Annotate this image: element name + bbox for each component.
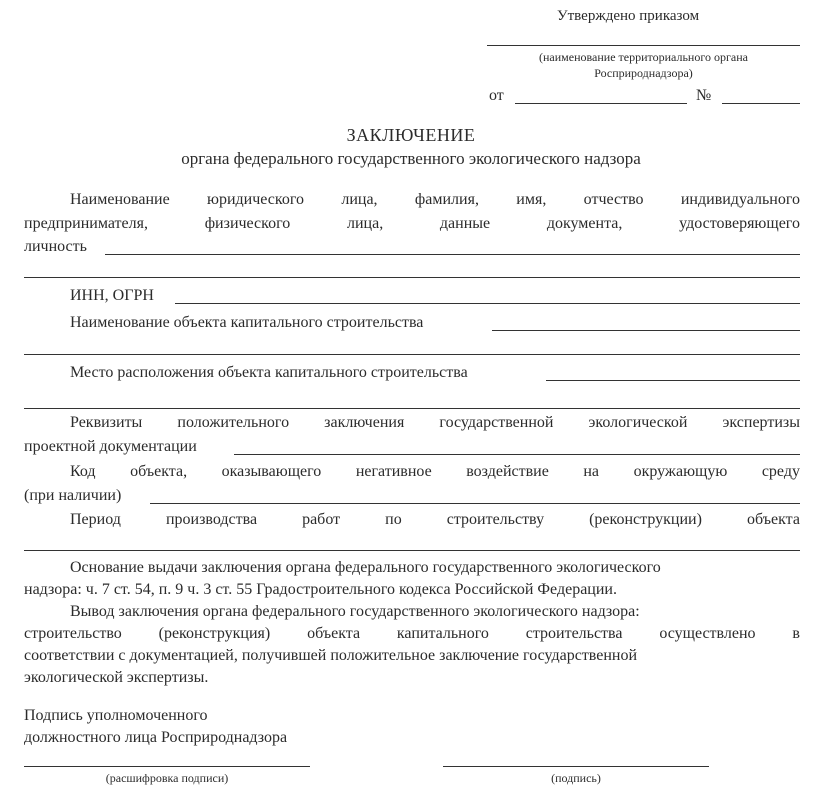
object-name-field[interactable]	[492, 330, 800, 331]
conclusion-line4: экологической экспертизы.	[24, 669, 209, 686]
word: капитального	[396, 625, 489, 642]
decoding-field[interactable]	[24, 766, 310, 767]
word: воздействие	[466, 463, 549, 480]
object-name-field-continued[interactable]	[24, 354, 800, 355]
applicant-field-continued[interactable]	[24, 277, 800, 278]
word: Наименование	[70, 191, 170, 208]
word: экспертизы	[722, 414, 800, 431]
word: заключения	[324, 414, 405, 431]
word: индивидуального	[680, 191, 800, 208]
word: юридического	[207, 191, 305, 208]
word: отчество	[583, 191, 644, 208]
number-field[interactable]	[722, 103, 800, 104]
word: фамилия,	[414, 191, 479, 208]
word: строительству	[446, 511, 545, 528]
signature-field[interactable]	[443, 766, 709, 767]
date-field[interactable]	[515, 103, 687, 104]
expertise-line2-label: проектной документации	[24, 438, 197, 455]
conclusion-line1: Вывод заключения органа федерального государственного экологического надзора:	[70, 603, 640, 620]
approved-label: Утверждено приказом	[557, 8, 700, 24]
decoding-caption: (расшифровка подписи)	[105, 771, 229, 785]
object-code-line2-label: (при наличии)	[24, 487, 122, 504]
word: положительного	[177, 414, 290, 431]
word: негативное	[355, 463, 432, 480]
word: Период	[70, 511, 121, 528]
word: объекта	[746, 511, 800, 528]
expertise-line1	[70, 413, 800, 433]
word: производства	[165, 511, 258, 528]
document-subtitle: органа федерального государственного экологического надзора	[181, 149, 641, 168]
word: в	[792, 625, 800, 642]
period-line1	[70, 510, 800, 530]
word: имя,	[516, 191, 547, 208]
org-name-field[interactable]	[487, 45, 800, 46]
word: государственной	[439, 414, 554, 431]
object-code-field[interactable]	[150, 503, 800, 504]
word: Реквизиты	[70, 414, 143, 431]
applicant-line2	[24, 214, 800, 234]
inn-ogrn-field[interactable]	[175, 303, 800, 304]
word: по	[385, 511, 402, 528]
word: объекта	[307, 625, 361, 642]
document-title: ЗАКЛЮЧЕНИЕ	[346, 125, 476, 145]
object-code-line1	[70, 462, 800, 482]
expertise-field[interactable]	[234, 454, 800, 455]
applicant-line1	[70, 190, 800, 210]
word: оказывающего	[221, 463, 322, 480]
org-caption-line2: Росприроднадзора)	[594, 66, 693, 80]
word: строительства	[525, 625, 623, 642]
org-caption-line1: (наименование территориального органа	[539, 50, 748, 64]
word: среду	[761, 463, 800, 480]
basis-line2: надзора: ч. 7 ст. 54, п. 9 ч. 3 ст. 55 Градостроительного кодекса Российской Федерации.	[24, 581, 617, 598]
word: (реконструкции)	[589, 511, 702, 528]
word: документа,	[546, 215, 623, 232]
word: осуществлено	[659, 625, 756, 642]
applicant-field[interactable]	[105, 254, 800, 255]
word: удостоверяющего	[679, 215, 800, 232]
word: работ	[302, 511, 341, 528]
word: на	[583, 463, 600, 480]
word: предпринимателя,	[24, 215, 148, 232]
word: окружающую	[633, 463, 728, 480]
object-location-label: Место расположения объекта капитального строительства	[70, 364, 468, 381]
word: экологической	[588, 414, 688, 431]
from-label: от	[489, 87, 504, 104]
word: (реконструкция)	[158, 625, 271, 642]
period-field[interactable]	[24, 550, 800, 551]
word: данные	[439, 215, 491, 232]
inn-ogrn-label: ИНН, ОГРН	[70, 287, 154, 304]
word: строительство	[24, 625, 122, 642]
basis-line1: Основание выдачи заключения органа федерального государственного экологического	[70, 559, 661, 576]
signatory-line1: Подпись уполномоченного	[24, 707, 208, 724]
object-name-label: Наименование объекта капитального строительства	[70, 314, 424, 331]
object-location-field[interactable]	[546, 380, 800, 381]
word: физического	[204, 215, 291, 232]
object-location-field-continued[interactable]	[24, 408, 800, 409]
conclusion-line2	[24, 624, 800, 644]
signature-caption: (подпись)	[551, 771, 601, 785]
signatory-line2: должностного лица Росприроднадзора	[24, 729, 288, 746]
number-label: №	[696, 87, 712, 104]
applicant-line3-label: личность	[24, 238, 87, 255]
word: объекта,	[130, 463, 188, 480]
word: лица,	[346, 215, 384, 232]
word: лица,	[341, 191, 378, 208]
conclusion-line3: соответствии с документацией, получившей положительное заключение государственной	[24, 647, 638, 664]
word: Код	[70, 463, 96, 480]
